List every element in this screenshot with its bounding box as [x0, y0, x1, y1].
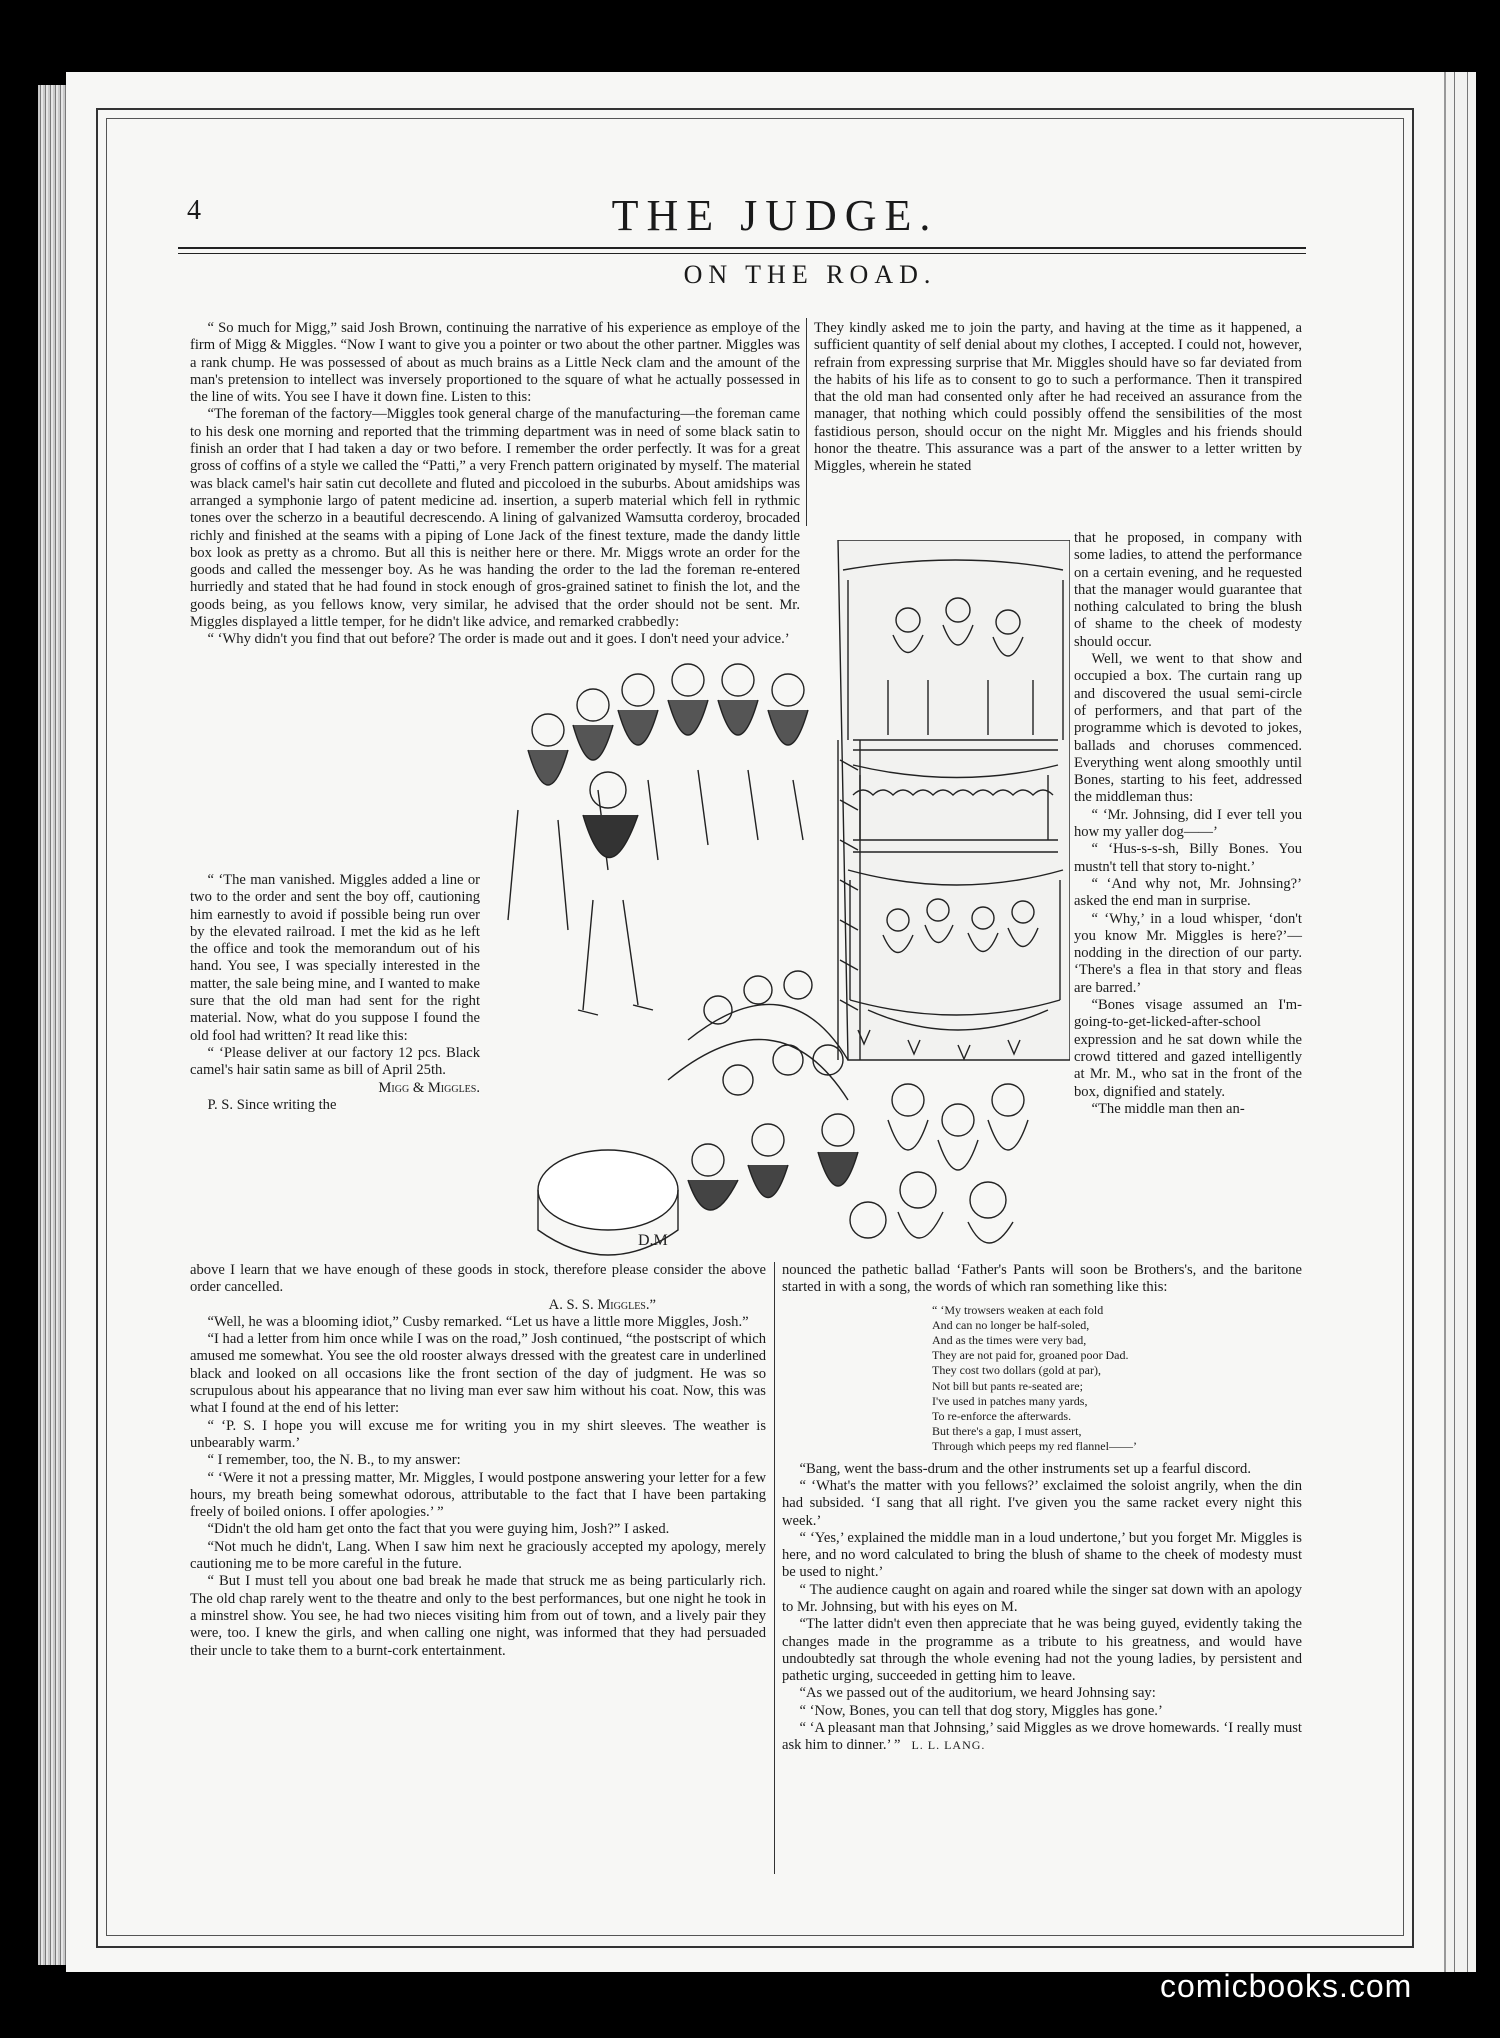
page-number: 4: [187, 195, 201, 226]
paragraph: “Didn't the old ham get onto the fact that you were guying him, Josh?” I asked.: [207, 1521, 670, 1538]
column-1-narrow: [190, 872, 480, 1114]
paragraph: “ ‘Now, Bones, you can tell that dog story, Miggles has gone.’: [799, 1702, 1163, 1719]
paragraph: “ ‘Why didn't you find that out before? The order is made out and it goes. I don't need your advice.’: [207, 631, 790, 648]
paragraph: “ ‘Mr. Johnsing, did I ever tell you how my yaller dog——’: [1074, 806, 1302, 841]
song-verse: [932, 1303, 1302, 1455]
paragraph: that he proposed, in company with some ladies, to attend the performance on a certain evening, and he requested that the manager would guarantee that nothing calculated to bring the blush of shame to the cheek of modesty should occur.: [1074, 530, 1302, 650]
paragraph: [782, 1720, 1302, 1755]
column-divider: [806, 318, 807, 526]
book-spine: [38, 85, 68, 1965]
paragraph: “The middle man then an-: [1091, 1100, 1245, 1117]
column-2-top: [814, 320, 1302, 476]
minstrel-show-illustration: [488, 540, 1070, 1264]
paragraph: “ ‘Were it not a pressing matter, Mr. Miggles, I would postpone answering your letter for a few hours, my breath being somewhat odorous, attributable to the fact that I have been partaking freely of boiled onions. I offer apologies.’ ”: [190, 1469, 766, 1521]
watermark: comicbooks.com: [1160, 1968, 1413, 2004]
verse-line: Through which peeps my red flannel——’: [932, 1439, 1137, 1454]
verse-line: Not bill but pants re-seated are;: [932, 1378, 1083, 1393]
verse-line: To re-enforce the afterwards.: [932, 1409, 1072, 1424]
minstrel-performers: [508, 664, 808, 1015]
paragraph: They kindly asked me to join the party, and having at the time as it happened, a sufficient quantity of self denial about my clothes, I accepted. I could not, however, refrain from expressing surprise that Mr. Miggles should have so far deviated from the habits of his life as to consent to go to such a performance. Then it transpired that the old man had consented only after he had received an assurance from the manager, that nothing which could possibly offend the sensibilities of the most fastidious person, should occur on the night Mr. Miggles and his friends should honor the theatre. This assurance was a part of the answer to a letter written by Miggles, wherein he stated: [814, 320, 1302, 475]
masthead-rule-thin: [178, 253, 1306, 254]
paragraph: “ ‘Hus-s-s-sh, Billy Bones. You mustn't tell that story to-night.’: [1074, 841, 1302, 875]
illustration-signature: D.M: [638, 1232, 668, 1249]
paragraph: “Well, he was a blooming idiot,” Cusby remarked. “Let us have a little more Miggles, Josh.”: [207, 1313, 749, 1330]
column-2-narrow: [1074, 530, 1302, 1118]
paragraph: “ ‘Why,’ in a loud whisper, ‘don't you know Mr. Miggles is here?’—nodding in the direction of our party. ‘There's a flea in that story and fleas are barred.’: [1074, 910, 1302, 996]
column-1-bottom: [190, 1262, 766, 1660]
paragraph: “ ‘Yes,’ explained the middle man in a loud undertone,’ but you forget Mr. Miggles is here, and no word calculated to bring the blush of shame to the cheek of modesty must be used to night.’: [782, 1529, 1302, 1581]
paragraph: “ But I must tell you about one bad break he made that struck me as being particularly rich. The old chap rarely went to the theatre and only to the best performances, but one night he took in a minstrel show. You see, he had two nieces visiting him from out of town, and a lively pair they were, too. I knew the girls, and when calling one night, was informed that they had persuaded their uncle to take them to a burnt-cork entertainment.: [190, 1573, 766, 1659]
paragraph: Well, we went to that show and occupied a box. The curtain rang up and discovered the usual semi-circle of performers, and that part of the programme which is devoted to jokes, ballads and choruses commenced. Everything went along smoothly until Bones, starting to his feet, addressed the middleman thus:: [1074, 651, 1302, 806]
paragraph: “ ‘And why not, Mr. Johnsing?’ asked the end man in surprise.: [1074, 875, 1302, 910]
verse-line: I've used in patches many yards,: [932, 1393, 1088, 1408]
paragraph: “The latter didn't even then appreciate that he was being guyed, evidently taking the changes made in the programme as a tribute to his greatness, and would have undoubtedly sat through the whole evening had not the young ladies, by persistent and pathetic urging, succeeded in getting him to leave.: [782, 1616, 1302, 1685]
paragraph: “ ‘The man vanished. Miggles added a line or two to the order and sent the boy off, cautioning him earnestly to avoid if possible being run over by the elevated railroad. I met the kid as he left the office and took the memorandum out of his hand. You see, I was specially interested in the matter, the sale being mine, and I wanted to make sure that the old man had sent for the right material. Now, what do you suppose I found the old fool had written? It read like this:: [190, 872, 480, 1044]
paragraph: “ The audience caught on again and roared while the singer sat down with an apology to Mr. Johnsing, but with his eyes on M.: [782, 1581, 1302, 1615]
verse-line: And can no longer be half-soled,: [932, 1317, 1090, 1332]
verse-line: But there's a gap, I must assert,: [932, 1424, 1082, 1439]
paragraph: “Bang, went the bass-drum and the other instruments set up a fearful discord.: [799, 1460, 1251, 1477]
paragraph: “ I remember, too, the N. B., to my answer:: [207, 1452, 461, 1469]
article-title: ON THE ROAD.: [683, 260, 937, 289]
paragraph: “Bones visage assumed an I'm-going-to-get-licked-after-school expression and he sat down while the crowd tittered and gazed intelligently at Mr. M., who sat in the front of the box, dignified and stately.: [1074, 997, 1302, 1100]
letter-signature: Migg & Miggles.: [378, 1079, 480, 1096]
paragraph: “Not much he didn't, Lang. When I saw him next he graciously accepted my apology, merely cautioning me to be more careful in the future.: [190, 1538, 766, 1573]
column-divider: [774, 1262, 775, 1874]
verse-line: They cost two dollars (gold at par),: [932, 1363, 1101, 1378]
paragraph-text: “ ‘A pleasant man that Johnsing,’ said Miggles as we drove homewards. ‘I really must ask him to dinner.’ ”: [782, 1720, 1302, 1754]
paragraph: “ ‘Please deliver at our factory 12 pcs. Black camel's hair satin same as bill of April 25th.: [190, 1044, 480, 1079]
verse-line: “ ‘My trowsers weaken at each fold: [932, 1302, 1104, 1317]
theatre-box-column: [838, 540, 1070, 1060]
paragraph: “ So much for Migg,” said Josh Brown, continuing the narrative of his experience as employe of the firm of Migg & Miggles. “Now I want to give you a pointer or two about the other partner. Miggles was a rank chump. He was possessed of about as much brains as a Little Neck clam and the amount of the man's pretension to intellect was inversely proportioned to the square of what he actually possessed in the line of wits. You see I have it down fine. Listen to this:: [190, 320, 800, 406]
verse-line: They are not paid for, groaned poor Dad.: [932, 1348, 1129, 1363]
paragraph: “ ‘P. S. I hope you will excuse me for writing you in my shirt sleeves. The weather is unbearably warm.’: [190, 1417, 766, 1451]
author-signature: L. L. LANG.: [911, 1738, 986, 1753]
column-2-bottom: [782, 1262, 1302, 1755]
paragraph: “ ‘What's the matter with you fellows?’ exclaimed the soloist angrily, when the din had subsided. ‘I sang that all right. I've given you the same racket every night this week.’: [782, 1477, 1302, 1529]
masthead-rule-thick: [178, 247, 1306, 249]
paragraph: nounced the pathetic ballad ‘Father's Pants will soon be Brothers's, and the baritone started in with a song, the words of which ran something like this:: [782, 1262, 1302, 1296]
next-page-edge: [1444, 72, 1476, 1972]
masthead: THE JUDGE.: [611, 191, 939, 240]
paragraph: “The foreman of the factory—Miggles took general charge of the manufacturing—the foreman came to his desk one morning and reported that the trimming department was in need of some black satin to finish an order that I had taken a day or two before. I remember the order perfectly. It was for a great gross of coffins of a style we called the “Patti,” a very French pattern originated by myself. The material was black camel's hair satin cut decollete and fluted and piccoloed in the suburbs. About amidships was arranged a symphonie largo of patent medicine ad. insertion, a superb material which fell in rythmic tones over the scherzo in a beautiful decrescendo. A lining of galvanized Wamsutta corderoy, brocaded richly and finished at the seams with a piping of Lone Jack of the finest texture, made the dandy little box look as pretty as a chromo. But all this is neither here or there. Mr. Miggs wrote an order for the goods and called the messenger boy. As he was handing the order to the lad the foreman re-entered hurriedly and stated that he had found in stock enough of gros-grained satinet to finish the lot, and the goods being, as you fellows know, very similar, he advised that the order should not be sent. Mr. Miggles displayed a little temper, for he didn't like advice, and remarked crabbedly:: [190, 406, 800, 631]
paragraph: P. S. Since writing the: [207, 1096, 337, 1113]
letter-signature: A. S. S. Miggles.”: [548, 1296, 656, 1313]
verse-line: And as the times were very bad,: [932, 1333, 1087, 1347]
paragraph: “As we passed out of the auditorium, we heard Johnsing say:: [799, 1685, 1156, 1702]
paragraph: “I had a letter from him once while I was on the road,” Josh continued, “the postscript of which amused me somewhat. You see the old rooster always dressed with the greatest care in underlined black and looked on all occasions like the front section of the day of judgment. He was so scrupulous about his appearance that no living man ever saw him without his coat. Now, this was what I found at the end of his letter:: [190, 1331, 766, 1417]
paragraph: above I learn that we have enough of these goods in stock, therefore please consider the above order cancelled.: [190, 1262, 766, 1296]
